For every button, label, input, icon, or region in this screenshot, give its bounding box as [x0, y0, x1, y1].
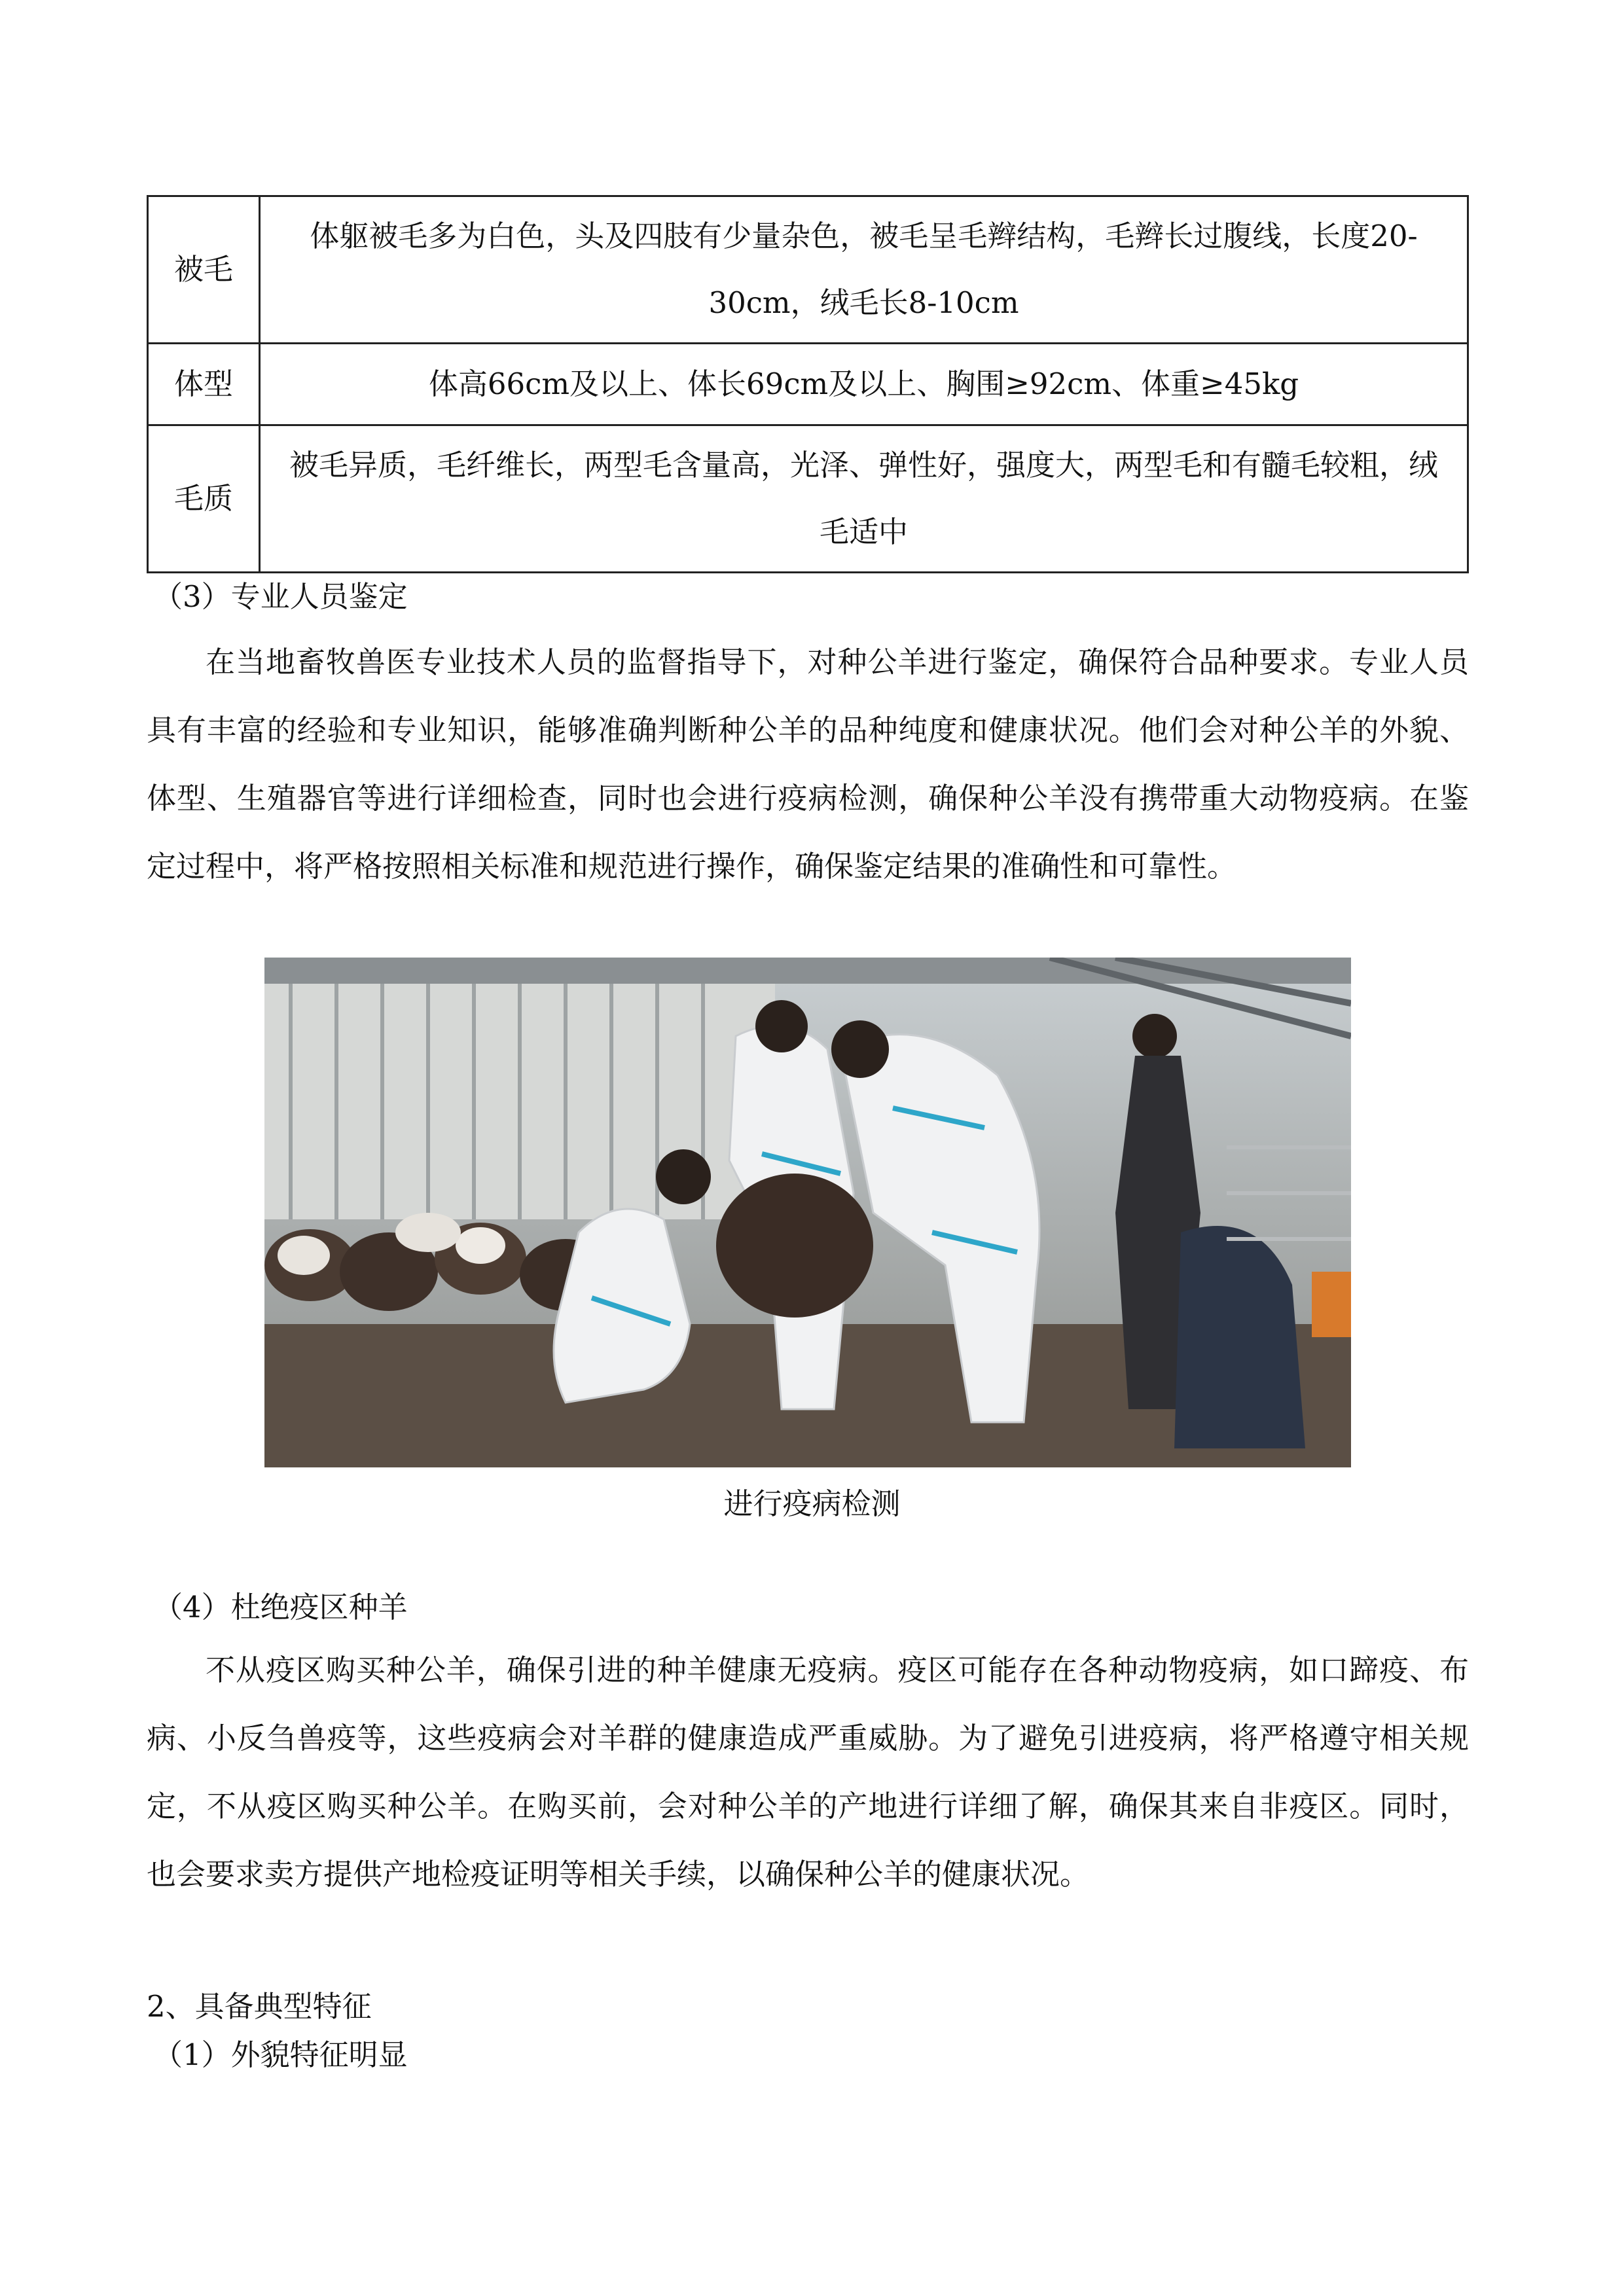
- subsection-heading: （1）外貌特征明显: [153, 2037, 408, 2072]
- section-heading: （4）杜绝疫区种羊: [153, 1590, 408, 1624]
- disease-inspection-photo: [264, 958, 1351, 1467]
- section-heading: （3）专业人员鉴定: [153, 579, 408, 614]
- table-row: [148, 196, 1468, 344]
- section-heading: 2、具备典型特征: [147, 1989, 372, 2024]
- section-paragraph: 在当地畜牧兽医专业技术人员的监督指导下，对种公羊进行鉴定，确保符合品种要求。专业人员具有丰富的经验和专业知识，能够准确判断种公羊的品种纯度和健康状况。他们会对种公羊的外貌、体型、生殖器官等进行详细检查，同时也会进行疫病检测，确保种公羊没有携带重大动物疫病。在鉴定过程中，将严格按照相关标准和规范进行操作，确保鉴定结果的准确性和可靠性。: [147, 645, 1469, 884]
- breed-spec-table: [147, 195, 1469, 573]
- table-row-label: 毛质: [148, 425, 260, 573]
- table-row-value: 被毛异质，毛纤维长，两型毛含量高，光泽、弹性好，强度大，两型毛和有髓毛较粗，绒毛适中: [260, 425, 1468, 573]
- table-row: [148, 425, 1468, 573]
- section-paragraph: 不从疫区购买种公羊，确保引进的种羊健康无疫病。疫区可能存在各种动物疫病，如口蹄疫、布病、小反刍兽疫等，这些疫病会对羊群的健康造成严重威胁。为了避免引进疫病，将严格遵守相关规定，不从疫区购买种公羊。在购买前，会对种公羊的产地进行详细了解，确保其来自非疫区。同时，也会要求卖方提供产地检疫证明等相关手续，以确保种公羊的健康状况。: [147, 1653, 1469, 1892]
- table-row: [148, 344, 1468, 425]
- photo-illustration: [264, 958, 1351, 1467]
- table-row-label: 体型: [148, 344, 260, 425]
- table-row-value: 体高66cm及以上、体长69cm及以上、胸围≥92cm、体重≥45kg: [260, 344, 1468, 425]
- table-row-value: 体躯被毛多为白色，头及四肢有少量杂色，被毛呈毛辫结构，毛辫长过腹线，长度20-30cm，绒毛长8-10cm: [260, 196, 1468, 344]
- table-row-label: 被毛: [148, 196, 260, 344]
- figure-caption: 进行疫病检测: [723, 1486, 901, 1521]
